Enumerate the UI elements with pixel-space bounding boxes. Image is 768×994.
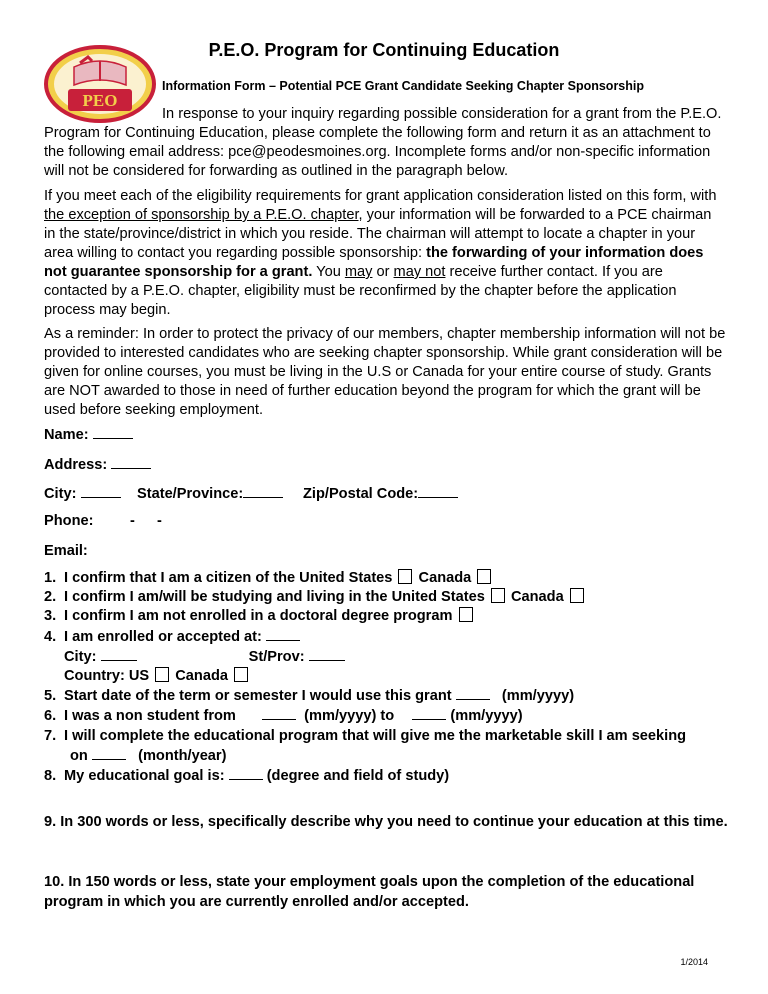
school-city-input[interactable] xyxy=(101,647,137,661)
list-item: 5. Start date of the term or semester I would use this grant (mm/yyyy) xyxy=(44,688,575,705)
list-item: 4. I am enrolled or accepted at: xyxy=(44,627,744,647)
list-item: on (month/year) xyxy=(70,747,227,764)
revision-date: 1/2014 xyxy=(680,957,708,967)
canada-citizen-checkbox[interactable] xyxy=(477,569,491,584)
page-subtitle: Information Form – Potential PCE Grant Candidate Seeking Chapter Sponsorship xyxy=(162,79,645,93)
question-9: 9. In 300 words or less, specifically describe why you need to continue your education at this time. xyxy=(44,814,728,830)
page-title: P.E.O. Program for Continuing Education xyxy=(208,40,560,60)
state-input[interactable] xyxy=(243,484,283,498)
zip-input[interactable] xyxy=(418,484,458,498)
state-field: State/Province: xyxy=(137,484,283,502)
name-input[interactable] xyxy=(93,425,133,439)
list-item: Country: US Canada xyxy=(44,667,744,686)
list-item: 2. I confirm I am/will be studying and living in the United States Canada xyxy=(44,588,744,607)
email-field: Email: xyxy=(44,543,88,559)
nonstudent-to-input[interactable] xyxy=(412,706,446,720)
start-date-input[interactable] xyxy=(456,686,490,700)
list-item: 3. I confirm I am not enrolled in a doctoral degree program xyxy=(44,607,744,626)
question-10: 10. In 150 words or less, state your employment goals upon the completion of the educational program in which you are currently enrolled and/or accepted. xyxy=(44,874,695,910)
list-item: 8. My educational goal is: (degree and field of study) xyxy=(44,768,450,785)
country-canada-checkbox[interactable] xyxy=(234,667,248,682)
address-field: Address: xyxy=(44,455,151,473)
list-item: City: St/Prov: xyxy=(44,647,744,667)
address-input[interactable] xyxy=(111,455,151,469)
educational-goal-input[interactable] xyxy=(229,766,263,780)
canada-living-checkbox[interactable] xyxy=(570,588,584,603)
intro-paragraph-3: As a reminder: In order to protect the privacy of our members, chapter membership information will not be provided to interested candidates who are seeking chapter sponsorship. While grant consideration will be given for online courses, you must be living in the U.S or Canada for your entire course of study. Grants are NOT awarded to those in need of further education beyond the program for which the grant will be used before seeking employment. xyxy=(44,326,726,418)
not-doctoral-checkbox[interactable] xyxy=(459,607,473,622)
us-citizen-checkbox[interactable] xyxy=(398,569,412,584)
list-item: 7. I will complete the educational program that will give me the marketable skill I am seeking xyxy=(44,727,687,744)
logo-text: PEO xyxy=(82,91,118,110)
confirmation-list xyxy=(44,569,744,786)
country-us-checkbox[interactable] xyxy=(155,667,169,682)
us-living-checkbox[interactable] xyxy=(491,588,505,603)
phone-field: Phone: xyxy=(44,513,94,529)
zip-field: Zip/Postal Code: xyxy=(303,484,458,502)
school-input[interactable] xyxy=(266,627,300,641)
intro-paragraph-1: In response to your inquiry regarding possible consideration for a grant from the P.E.O. Program for Continuing Education, please complete the following form and return it as an attachment to the following email address: pce@peodesmoines.org. Incomplete forms and/or non-specific information will not be considered for forwarding as outlined in the paragraph below. xyxy=(44,106,722,179)
list-item: 6. I was a non student from (mm/yyyy) to (mm/yyyy) xyxy=(44,708,523,725)
phone-separator-2: - xyxy=(157,513,162,529)
name-field: Name: xyxy=(44,425,133,443)
nonstudent-from-input[interactable] xyxy=(262,706,296,720)
city-input[interactable] xyxy=(81,484,121,498)
list-item: 1. I confirm that I am a citizen of the United States Canada xyxy=(44,569,744,588)
city-field: City: xyxy=(44,484,121,502)
intro-paragraph-2: If you meet each of the eligibility requirements for grant application consideration listed on this form, with the exception of sponsorship by a P.E.O. chapter, your information will be forwarded to a PCE chairman in the state/province/district in which you reside. The chairman will attempt to locate a chapter in your area willing to contact you regarding possible sponsorship: the forwarding of your information does not guarantee sponsorship for a grant. You may or may not receive further contact. If you are contacted by a P.E.O. chapter, eligibility must be reconfirmed by the chapter before the application process may begin. xyxy=(44,188,717,318)
school-stprov-input[interactable] xyxy=(309,647,345,661)
completion-date-input[interactable] xyxy=(92,746,126,760)
phone-separator-1: - xyxy=(130,513,135,529)
